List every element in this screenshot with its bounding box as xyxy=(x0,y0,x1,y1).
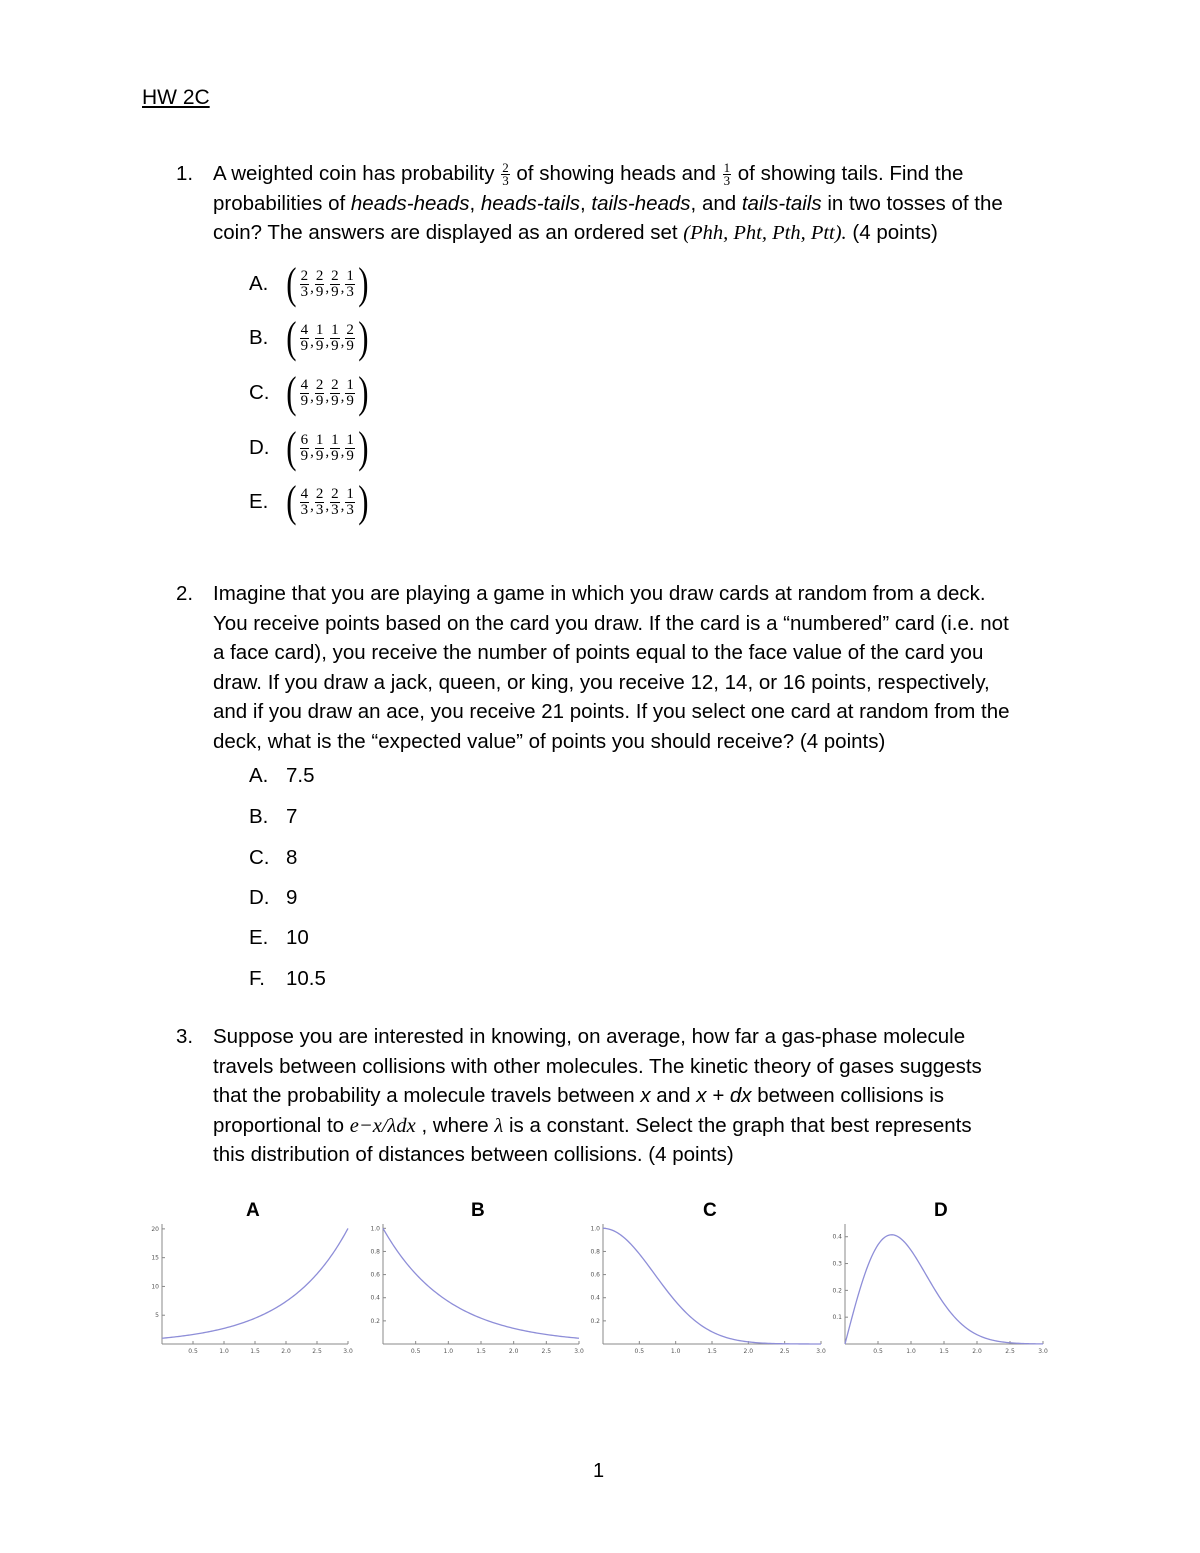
q2-option-label: E. xyxy=(249,926,269,949)
x-tick-label: 3.0 xyxy=(343,1348,353,1355)
x-tick-label: 0.5 xyxy=(188,1348,198,1355)
fraction: $\frac{1}{9}$ xyxy=(331,431,339,464)
q1-option-tuple: ( $\frac{4}{9}$ , $\frac{2}{9}$ , $\frac{2}{9}$ , $\frac{1}{9}$ ) xyxy=(286,368,369,417)
y-tick-label: 5 xyxy=(155,1312,159,1320)
q3-text: that the probability a molecule travels between xyxy=(213,1084,635,1107)
q1-option-label: E. xyxy=(249,490,269,513)
y-tick-label: 0.4 xyxy=(832,1233,842,1241)
x-tick-label: 1.0 xyxy=(906,1348,916,1355)
x-tick-label: 3.0 xyxy=(816,1348,826,1355)
graph-c xyxy=(590,1224,825,1355)
right-paren: ) xyxy=(358,423,369,472)
heads-probability-fraction: $\frac{2}{3}$ xyxy=(502,160,509,189)
q1-term-ht: heads-tails xyxy=(480,191,580,215)
q1-option-tuple: ( $\frac{2}{3}$ , $\frac{2}{9}$ , $\frac{2}{9}$ , $\frac{1}{3}$ ) xyxy=(286,259,369,308)
curve xyxy=(845,1235,1043,1344)
q2-line: You receive points based on the card you draw. If the card is a “numbered” card (i.e. not xyxy=(213,611,1009,635)
q2-option-value: 10.5 xyxy=(286,967,326,990)
q1-option-label: D. xyxy=(249,436,270,459)
fraction: $\frac{1}{9}$ xyxy=(346,376,354,409)
tails-probability-fraction: $\frac{1}{3}$ xyxy=(723,160,731,189)
y-tick-label: 0.6 xyxy=(590,1271,600,1279)
q2-line: and if you draw an ace, you receive 21 points. If you select one card at random from the xyxy=(213,700,1010,723)
y-tick-label: 0.4 xyxy=(370,1294,380,1302)
question-number: 2. xyxy=(176,582,194,605)
y-tick-label: 0.8 xyxy=(590,1248,600,1256)
y-tick-label: 10 xyxy=(151,1283,159,1291)
question-number: 3. xyxy=(176,1025,194,1048)
q2-option-label: F. xyxy=(249,967,265,990)
x-tick-label: 2.0 xyxy=(281,1348,291,1355)
graph-a-label: A xyxy=(246,1200,260,1221)
fraction: $\frac{1}{9}$ xyxy=(331,321,339,354)
q3-line: travels between collisions with other molecules. The kinetic theory of gases suggests xyxy=(213,1054,982,1078)
q1-text: of showing heads and xyxy=(516,162,716,185)
page-title: HW 2C xyxy=(142,86,210,109)
x-tick-label: 0.5 xyxy=(410,1348,421,1355)
x-tick-label: 1.0 xyxy=(219,1348,229,1355)
x-tick-label: 0.5 xyxy=(873,1348,883,1355)
x-tick-label: 1.5 xyxy=(939,1348,949,1355)
x-tick-label: 2.0 xyxy=(508,1348,519,1355)
q2-option-value: 7 xyxy=(286,805,298,828)
q1-term-th: tails-heads xyxy=(591,191,691,215)
q1-line-2: probabilities of heads-heads, heads-tails, tails-heads, and tails-tails in two tosses of the xyxy=(213,191,1003,215)
q3-text: between collisions is xyxy=(757,1084,945,1107)
graph-b xyxy=(370,1224,583,1355)
fraction: $\frac{2}{3}$ xyxy=(300,267,309,300)
fraction: $\frac{4}{9}$ xyxy=(300,376,309,409)
graph-d-label: D xyxy=(934,1200,948,1221)
fraction: $\frac{1}{3}$ xyxy=(346,267,354,300)
q2-line: deck, what is the “expected value” of points you should receive? (4 points) xyxy=(213,729,886,753)
curve xyxy=(603,1228,821,1344)
left-paren: ( xyxy=(286,477,297,526)
q1-text: in two tosses of the xyxy=(827,191,1003,215)
q1-option-tuple: ( $\frac{6}{9}$ , $\frac{1}{9}$ , $\frac{1}{9}$ , $\frac{1}{9}$ ) xyxy=(286,423,369,472)
x-tick-label: 2.5 xyxy=(779,1348,790,1355)
q1-option-label: B. xyxy=(249,326,269,349)
q1-points: (4 points) xyxy=(852,221,938,244)
right-paren: ) xyxy=(358,477,369,526)
q2-line: a face card), you receive the number of points equal to the face value of the card you xyxy=(213,641,984,664)
x-tick-label: 2.0 xyxy=(972,1348,982,1355)
x-tick-label: 2.5 xyxy=(541,1348,552,1355)
graph-a xyxy=(151,1224,353,1355)
fraction: $\frac{4}{3}$ xyxy=(300,485,309,518)
left-paren: ( xyxy=(286,313,297,362)
x-tick-label: 1.0 xyxy=(670,1348,681,1355)
y-tick-label: 0.2 xyxy=(590,1317,600,1325)
q1-option-tuple: ( $\frac{4}{3}$ , $\frac{2}{3}$ , $\frac{2}{3}$ , $\frac{1}{3}$ ) xyxy=(286,477,369,526)
q1-text: of showing tails. Find the xyxy=(737,162,964,185)
x-tick-label: 2.0 xyxy=(743,1348,754,1355)
fraction: $\frac{2}{3}$ xyxy=(315,485,324,518)
fraction: $\frac{1}{9}$ xyxy=(315,321,324,354)
y-tick-label: 0.8 xyxy=(370,1248,380,1256)
q2-option-label: A. xyxy=(249,764,269,787)
question-number: 1. xyxy=(176,162,194,185)
x-tick-label: 2.5 xyxy=(312,1348,322,1355)
q2-option-label: D. xyxy=(249,886,270,909)
q1-option-label: C. xyxy=(249,381,270,404)
x-tick-label: 0.5 xyxy=(634,1348,645,1355)
right-paren: ) xyxy=(358,368,369,417)
q3-text: is a constant. Select the graph that best represents xyxy=(508,1113,972,1137)
curve xyxy=(383,1228,579,1338)
q3-text: and xyxy=(656,1084,691,1107)
q1-term-hh: heads-heads xyxy=(350,191,470,215)
y-tick-label: 0.6 xyxy=(370,1271,380,1279)
right-paren: ) xyxy=(358,313,369,362)
q2-line: Imagine that you are playing a game in which you draw cards at random from a deck. xyxy=(213,582,986,605)
fraction: $\frac{2}{9}$ xyxy=(346,321,354,354)
y-tick-label: 0.1 xyxy=(832,1314,842,1322)
graph-b-label: B xyxy=(471,1200,485,1221)
fraction: $\frac{2}{9}$ xyxy=(315,267,324,300)
fraction: $\frac{1}{9}$ xyxy=(346,431,354,464)
y-tick-label: 0.2 xyxy=(370,1317,380,1325)
graph-c-label: C xyxy=(703,1200,717,1221)
fraction: $\frac{1}{9}$ xyxy=(315,431,324,464)
q2-option-value: 7.5 xyxy=(286,764,315,787)
q3-var-x: x xyxy=(640,1084,651,1107)
fraction: $\frac{6}{9}$ xyxy=(300,431,309,464)
q1-text: coin? The answers are displayed as an ordered set xyxy=(213,221,678,244)
y-tick-label: 1.0 xyxy=(370,1225,380,1233)
q3-text: , where xyxy=(421,1113,489,1137)
left-paren: ( xyxy=(286,368,297,417)
x-tick-label: 3.0 xyxy=(1038,1348,1048,1355)
q3-lambda: λ xyxy=(494,1114,504,1137)
q2-option-value: 9 xyxy=(286,886,298,909)
q1-text: , and xyxy=(690,191,737,215)
q2-option-label: B. xyxy=(249,805,269,828)
page-number: 1 xyxy=(593,1460,605,1482)
q2-option-label: C. xyxy=(249,846,270,869)
fraction: $\frac{1}{3}$ xyxy=(346,485,354,518)
fraction: $\frac{2}{3}$ xyxy=(331,485,339,518)
q2-line: draw. If you draw a jack, queen, or king, you receive 12, 14, or 16 points, respectively, xyxy=(213,670,990,694)
q3-expression: e−x/λdx xyxy=(349,1114,416,1137)
q3-line: Suppose you are interested in knowing, on average, how far a gas-phase molecule xyxy=(213,1025,966,1048)
q1-ordered-set: (Phh, Pht, Pth, Ptt). xyxy=(683,222,847,244)
y-tick-label: 20 xyxy=(151,1225,159,1233)
fraction: $\frac{2}{9}$ xyxy=(331,267,339,300)
x-tick-label: 1.5 xyxy=(476,1348,486,1355)
x-tick-label: 1.5 xyxy=(707,1348,717,1355)
q1-text: probabilities of xyxy=(213,191,346,215)
q1-option-label: A. xyxy=(249,272,269,295)
y-tick-label: 1.0 xyxy=(590,1225,600,1233)
left-paren: ( xyxy=(286,259,297,308)
x-tick-label: 1.0 xyxy=(443,1348,454,1355)
x-tick-label: 2.5 xyxy=(1005,1348,1015,1355)
graph-d xyxy=(832,1224,1047,1355)
q1-term-tt: tails-tails xyxy=(741,191,822,215)
y-tick-label: 0.2 xyxy=(832,1287,842,1295)
fraction: $\frac{4}{9}$ xyxy=(300,321,309,354)
curve xyxy=(162,1228,348,1338)
q2-option-value: 8 xyxy=(286,846,298,869)
q3-text: proportional to xyxy=(213,1113,345,1137)
q2-option-value: 10 xyxy=(286,926,309,949)
x-tick-label: 1.5 xyxy=(250,1348,260,1355)
y-tick-label: 15 xyxy=(151,1254,159,1262)
right-paren: ) xyxy=(358,259,369,308)
q1-text: A weighted coin has probability xyxy=(213,162,495,185)
fraction: $\frac{2}{9}$ xyxy=(315,376,324,409)
q3-var-xdx: x + dx xyxy=(696,1084,752,1107)
q3-line: this distribution of distances between collisions. (4 points) xyxy=(213,1143,734,1166)
x-tick-label: 3.0 xyxy=(574,1348,584,1355)
y-tick-label: 0.4 xyxy=(590,1294,600,1302)
fraction: $\frac{2}{9}$ xyxy=(331,376,339,409)
left-paren: ( xyxy=(286,423,297,472)
q1-option-tuple: ( $\frac{4}{9}$ , $\frac{1}{9}$ , $\frac{1}{9}$ , $\frac{2}{9}$ ) xyxy=(286,313,369,362)
y-tick-label: 0.3 xyxy=(832,1260,842,1268)
